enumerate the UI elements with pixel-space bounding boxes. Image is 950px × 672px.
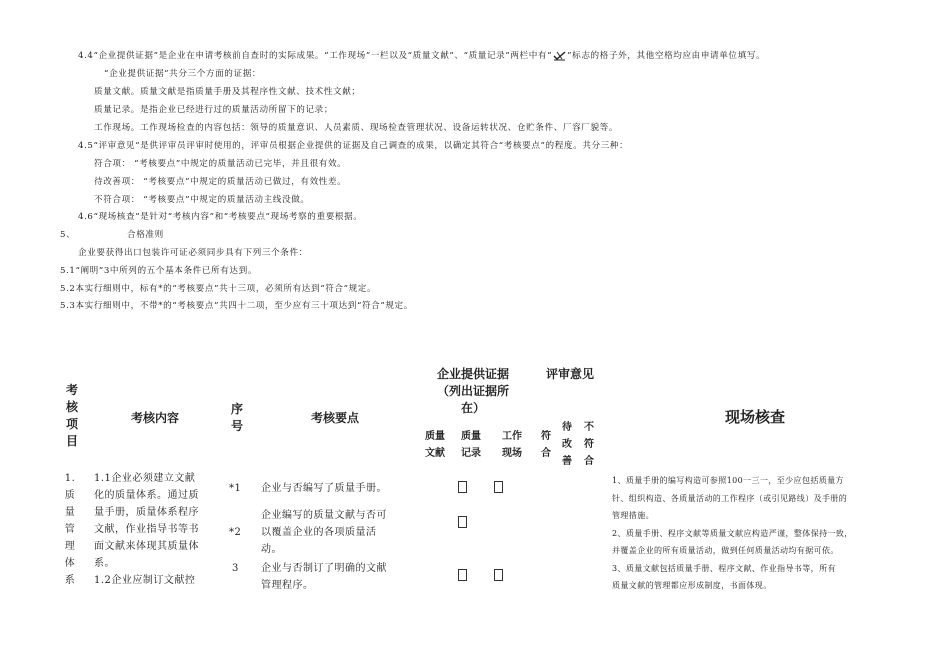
row-1-seq: *1 (229, 483, 242, 494)
row-1-doc-checkbox[interactable] (458, 481, 467, 493)
row-1-record-checkbox[interactable] (494, 481, 503, 493)
row-3-record-checkbox[interactable] (494, 569, 503, 581)
evidence-intro: “企业提供证据”共分三个方面的证据： (104, 69, 262, 79)
evidence-record: 质量记录。是指企业已经进行过的质量活动所留下的记录； (94, 105, 334, 115)
header-quality-record: 质量 记录 (461, 431, 481, 459)
note-4-4-text-a: 4.4“企业提供证据”是企业在申请考核前自查时的实际成果。“工作现场”一栏以及“质量文献”、“质量记录”两栏中有“ (78, 51, 553, 61)
header-worksite: 工作 现场 (502, 431, 522, 459)
row-3-point: 企业与否制订了明确的文献 管理程序。 (261, 563, 387, 591)
onsite-check-text: 1、质量手册的编写构造可参照100一三一，至少应包括质量方 针、组织构造、各质量活动的工作程序（或引见路线）及手册的 管理措施。 2、质量手册、程序文献等质量文献应构造严谨，整体保持一致， 并覆盖企业的所有质量活动，做到任何质量活动均有据可依。 3、质量文献包括质量手册、程序文献、作业指导书等，所有 质量文献的管理都应形成制度，书面体现。 (612, 476, 853, 590)
row-1-point: 企业与否编写了质量手册。 (261, 483, 387, 494)
header-evidence: 企业提供证据 （列出证据所 在） (436, 367, 509, 415)
review-improve: 待改善项： “考核要点”中规定的质量活动已做过，有效性差。 (94, 177, 347, 187)
criteria-5-2: 5.2本实行细则中，标有*的“考核要点”共十三项，必须所有达到“符合”规定。 (60, 284, 377, 294)
header-onsite-check: 现场核查 (724, 408, 785, 426)
header-pass: 符 合 (541, 431, 551, 459)
header-improve: 待 改 善 (562, 422, 572, 467)
row-2-point: 企业编写的质量文献与否可 以覆盖企业的各项质量活 动。 (261, 510, 387, 555)
header-fail: 不 符 合 (584, 422, 594, 467)
row-2-doc-checkbox[interactable] (458, 516, 467, 528)
note-4-4 (78, 50, 765, 62)
review-fail: 不符合项： “考核要点”中规定的质量活动主线没做。 (94, 195, 310, 205)
section-5-number: 5、 (60, 230, 76, 240)
header-item: 考 核 项 目 (65, 383, 78, 448)
note-4-5: 4.5“评审意见”是供评审员评审时使用的，评审员根据企业提供的证据及自己调查的成果，以确定其符合“考核要点”的程度。共分三种： (78, 141, 629, 151)
item-quality-system: 1. 质 量 管 理 体 系 (64, 473, 76, 586)
criteria-5-3: 5.3本实行细则中，不带*的“考核要点”共四十二项，至少应有三十项达到“符合”规定。 (60, 301, 413, 311)
evidence-doc: 质量文献。质量文献是指质量手册及其程序性文献、技术性文献； (94, 87, 361, 97)
criteria-intro: 企业要获得出口包装许可证必须同步具有下列三个条件： (78, 248, 308, 258)
note-4-6: 4.6“现场核查”是针对“考核内容”和“考核要点”现场考察的重要根据。 (78, 212, 363, 222)
header-content: 考核内容 (130, 411, 179, 425)
header-review: 评审意见 (545, 367, 594, 381)
header-points: 考核要点 (310, 411, 359, 425)
section-5-title: 合格准则 (127, 230, 164, 240)
review-pass: 符合项： “考核要点”中规定的质量活动已完毕，并且很有效。 (94, 159, 347, 169)
criteria-5-1: 5.1“阐明”3中所列的五个基本条件已所有达到。 (60, 266, 258, 276)
content-cell: 1.1企业必须建立文献 化的质量体系。通过质 量手册，质量体系程序 文献，作业指导书等书 面文献来体现其质量体 系。 1.2企业应制订文献控 (94, 473, 199, 586)
header-seq: 序 号 (230, 402, 243, 433)
evidence-site: 工作现场。工作现场检查的内容包括：领导的质量意识、人员素质、现场检查管理状况、设备运转状况、仓贮条件、厂容厂貌等。 (94, 123, 619, 133)
row-3-doc-checkbox[interactable] (458, 569, 467, 581)
note-4-4-text-b: ”标志的格子外，其他空格均应由申请单位填写。 (567, 51, 766, 61)
header-quality-doc: 质量 文献 (425, 431, 445, 459)
check-mark-icon (553, 51, 566, 61)
row-2-seq: *2 (229, 527, 242, 538)
row-3-seq: 3 (232, 563, 239, 574)
